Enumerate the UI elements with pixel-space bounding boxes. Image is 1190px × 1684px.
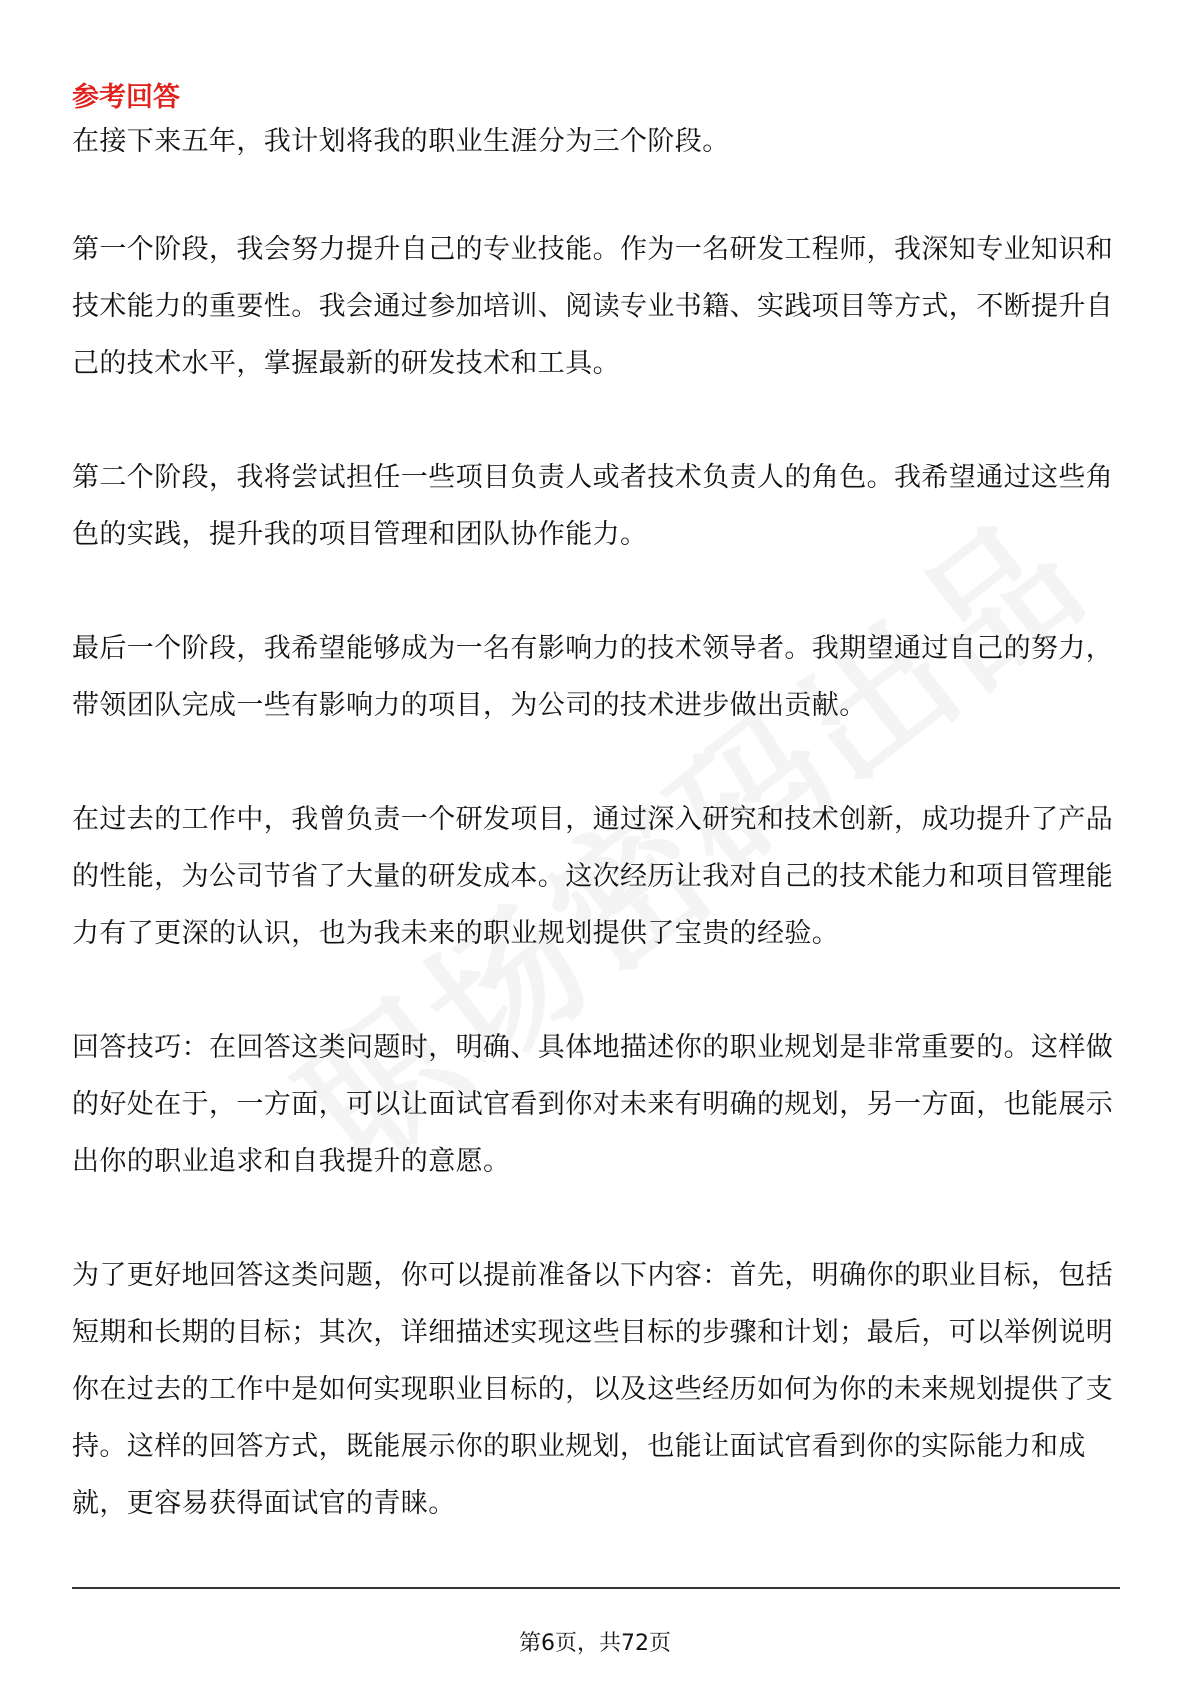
paragraph-stage-one: 第一个阶段，我会努力提升自己的专业技能。作为一名研发工程师，我深知专业知识和技术能力的重要性。我会通过参加培训、阅读专业书籍、实践项目等方式，不断提升自己的技术水平，掌握最新的研发技术和工具。: [72, 234, 1114, 379]
paragraph-intro: 在接下来五年，我计划将我的职业生涯分为三个阶段。: [72, 126, 730, 157]
document-body: [72, 76, 1122, 1589]
paragraph-stage-two: 第二个阶段，我将尝试担任一些项目负责人或者技术负责人的角色。我希望通过这些角色的实践，提升我的项目管理和团队协作能力。: [72, 462, 1114, 550]
paragraph-past-experience: 在过去的工作中，我曾负责一个研发项目，通过深入研究和技术创新，成功提升了产品的性能，为公司节省了大量的研发成本。这次经历让我对自己的技术能力和项目管理能力有了更深的认识，也为我未来的职业规划提供了宝贵的经验。: [72, 804, 1114, 949]
section-heading: 参考回答: [72, 82, 180, 113]
paragraph-stage-three: 最后一个阶段，我希望能够成为一名有影响力的技术领导者。我期望通过自己的努力，带领团队完成一些有影响力的项目，为公司的技术进步做出贡献。: [72, 633, 1114, 721]
paragraph-answer-tips: 回答技巧：在回答这类问题时，明确、具体地描述你的职业规划是非常重要的。这样做的好处在于，一方面，可以让面试官看到你对未来有明确的规划，另一方面，也能展示出你的职业追求和自我提升的意愿。: [72, 1032, 1114, 1177]
page-number: 第6页，共72页: [519, 1631, 671, 1656]
paragraph-preparation: 为了更好地回答这类问题，你可以提前准备以下内容：首先，明确你的职业目标，包括短期和长期的目标；其次，详细描述实现这些目标的步骤和计划；最后，可以举例说明你在过去的工作中是如何实现职业目标的，以及这些经历如何为你的未来规划提供了支持。这样的回答方式，既能展示你的职业规划，也能让面试官看到你的实际能力和成就，更容易获得面试官的青睐。: [72, 1260, 1114, 1519]
